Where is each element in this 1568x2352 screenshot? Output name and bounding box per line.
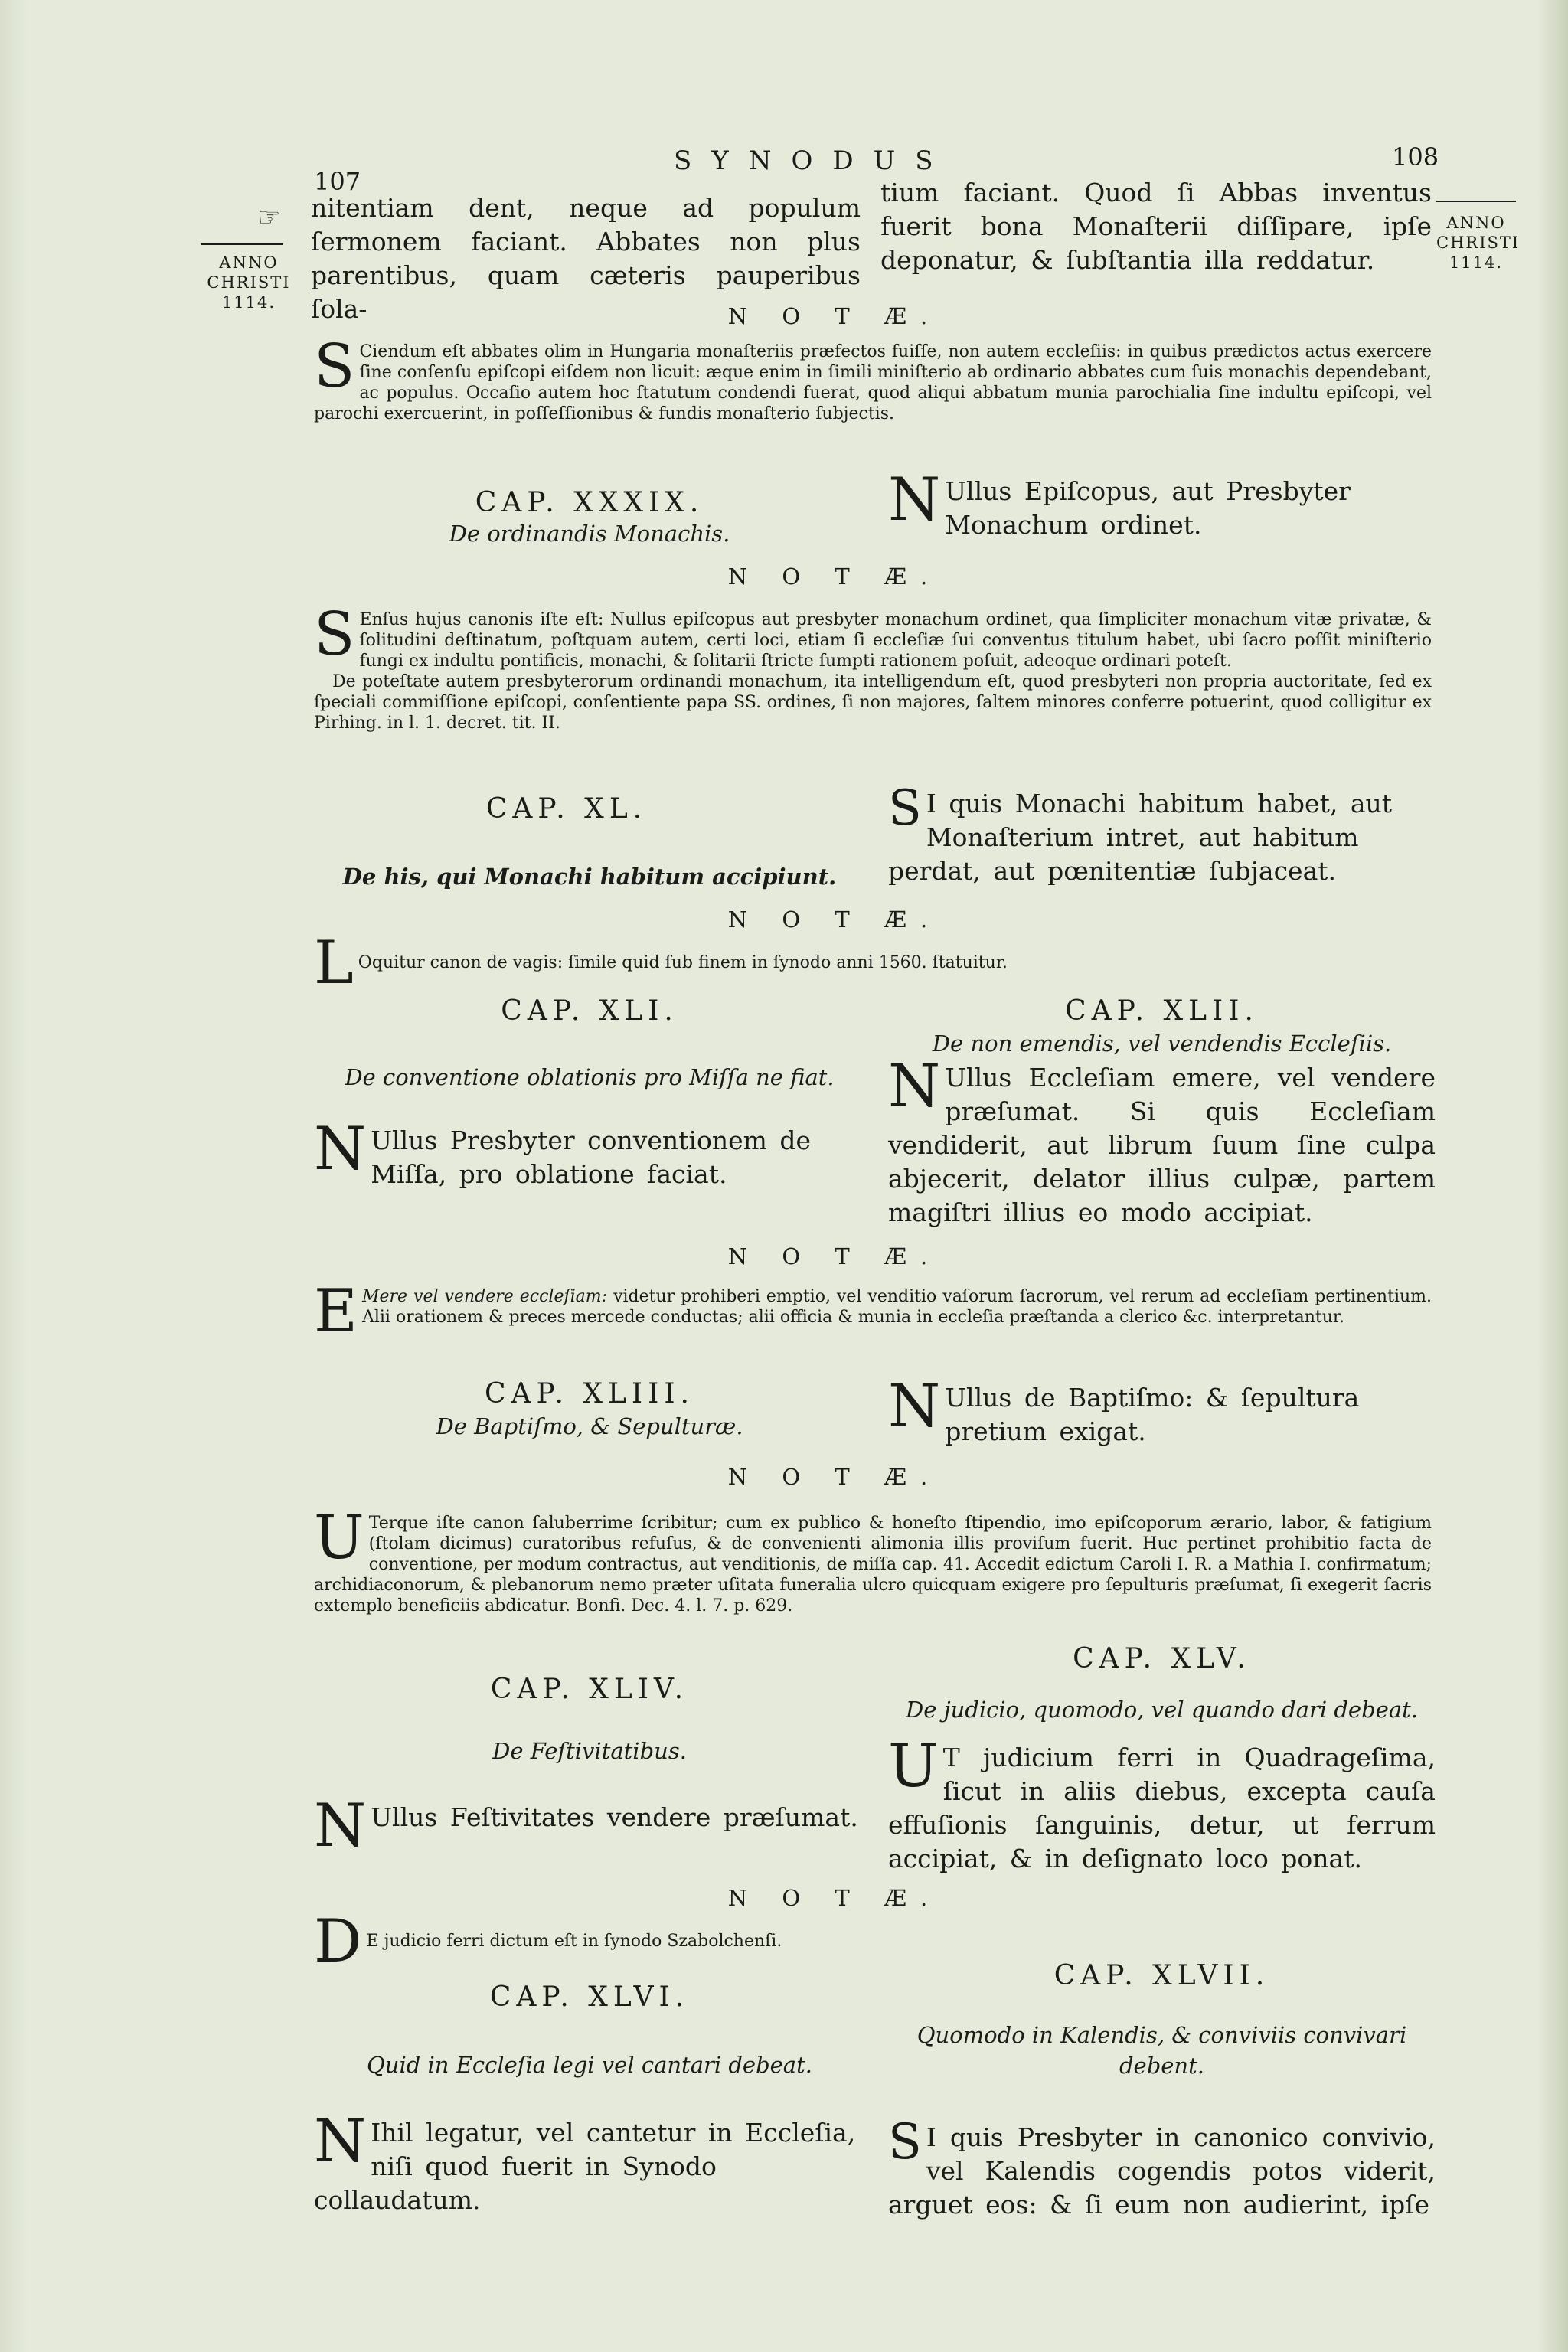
margin-year-left (207, 253, 291, 312)
notes-text: Oquitur canon de vagis: ſimile quid ſub finem in ſynodo anni 1560. ſtatuitur. (358, 953, 1008, 972)
cap-47-title: CAP. XLVII. (1054, 1960, 1270, 1991)
cap-45-subtitle: De judicio, quomodo, vel quando dari debeat. (906, 1697, 1418, 1723)
notes-text: videtur prohiberi emptio, vel venditio vaſorum ſacrorum, vel rerum ad eccleſiam pertinentium. Alii orationem & preces mercede conductas; alii officia & munia in eccleſia præſtanda a clerico &c. interpretantur. (361, 1287, 1432, 1327)
cap-39-text (888, 466, 1436, 542)
drop-initial: L (314, 929, 354, 998)
drop-initial: N (888, 1372, 941, 1441)
margin-year-value: 1114. (221, 293, 276, 312)
cap-43-text (888, 1372, 1436, 1449)
notae-heading-6: N O T Æ. (727, 1885, 942, 1911)
drop-initial: S (888, 780, 922, 837)
notes-block-1 (314, 332, 1432, 424)
notae-heading-3: N O T Æ. (727, 906, 942, 933)
drop-initial: E (314, 1277, 358, 1346)
drop-initial: N (888, 466, 941, 534)
cap-40-title: CAP. XL. (485, 793, 648, 825)
cap-47-text (888, 2114, 1436, 2222)
drop-initial: U (314, 1504, 364, 1573)
cap-43-subtitle: De Baptiſmo, & Sepulturæ. (436, 1413, 743, 1439)
cap-45-title: CAP. XLV. (1073, 1643, 1251, 1674)
cap-47-subtitle: Quomodo in Kalendis, & conviviis convivari debent. (916, 2022, 1407, 2079)
margin-rule-right (1436, 201, 1516, 202)
margin-christi-label-right: CHRISTI (1436, 234, 1521, 252)
page-number-left: 107 (314, 167, 361, 196)
continuation-text-left: nitentiam dent, neque ad populum ſermonem faciant. Abbates non plus parentibus, quam cæteris pauperibus ſola- (311, 193, 861, 324)
running-title: SYNODUS (674, 145, 953, 176)
cap-44-title: CAP. XLIV. (490, 1674, 689, 1705)
margin-anno-label-right: ANNO (1446, 214, 1506, 232)
notes-text-continued: De poteſtate autem presbyterorum ordinandi monachum, ita intelligendum eſt, quod presbyteri non propria auctoritate, ſed ex ſpeciali commiſſione epiſcopi, conſentiente papa SS. ordines, ſi non majores, ſaltem minores conferre potuerint, quod colligitur ex Pirhing. in l. 1. decret. tit. II. (314, 672, 1432, 733)
drop-initial: S (314, 600, 355, 669)
cap-46-subtitle: Quid in Eccleſia legi vel cantari debeat. (367, 2052, 812, 2078)
notes-text: Terque iſte canon ſaluberrime ſcribitur; cum ex publico & honeſto ſtipendio, imo epiſcoporum ærario, labor, & fatigium (ſtolam dicimus) curatoribus refuſus, & de convenienti alimonia illis proviſum fuerit. Huc pertinet prohibitio facta de conventione, per modum contractus, aut venditionis, de miſſa cap. 41. Accedit edictum Caroli I. R. a Mathia I. confirmatum; archidiaconorum, & plebanorum nemo præter uſitata funeralia ulcro quicquam exigere pro ſepulturis præſumat, ſi exegerit ſacris extemplo beneficiis abdicatur. Bonfi. Dec. 4. l. 7. p. 629. (314, 1514, 1432, 1615)
canon-text: Ullus Presbyter conventionem de Miſſa, pro oblatione faciat. (371, 1125, 812, 1189)
notes-block-5 (314, 1504, 1432, 1616)
drop-initial: S (888, 2114, 922, 2171)
cap-44-subtitle: De Feſtivitatibus. (492, 1738, 687, 1764)
margin-rule-left (201, 243, 283, 245)
canon-text: Ihil legatur, vel cantetur in Eccleſia, niſi quod fuerit in Synodo collaudatum. (314, 2118, 856, 2215)
cap-40-subtitle: De his, qui Monachi habitum accipiunt. (342, 864, 837, 890)
margin-year-value-right: 1114. (1449, 253, 1504, 272)
pointing-hand-icon: ☞ (257, 202, 281, 233)
notes-text: Ciendum eſt abbates olim in Hungaria monaſteriis præfectos fuiſſe, non autem eccleſiis: in quibus prædictos actus exercere ſine conſenſu epiſcopi eiſdem non licuit: æque enim in ſimili miniſterio ab ordinario abbates cum ſuis monachis dependebant, ac populus. Occaſio autem hoc ſtatutum condendi fuerat, quod aliqui abbatum munia parochialia ſine indultu epiſcopi, vel parochi exercuerint, in poſſeſſionibus & fundis monaſterio ſubjectis. (314, 342, 1432, 423)
notae-heading-4: N O T Æ. (727, 1243, 942, 1269)
cap-42-text (888, 1052, 1436, 1230)
cap-42-title: CAP. XLII. (1065, 995, 1259, 1027)
canon-text: Ullus de Baptiſmo: & ſepultura pretium exigat. (945, 1383, 1360, 1446)
drop-initial: N (888, 1052, 941, 1121)
notes-block-4 (314, 1277, 1432, 1346)
notes-text: Enſus hujus canonis iſte eſt: Nullus epiſcopus aut presbyter monachum ordinet, qua ſimpliciter monachum vitæ privatæ, & ſolitudini deſtinatum, poſtquam autem, certi loci, etiam ſi eccleſiæ ſui conventus titulum habet, ubi ſacro poſſit miniſterio fungi ex indultu pontificis, monachi, & ſolitarii ſtricte ſumpti rationem poſuit, adeoque ordinari poteſt. (359, 610, 1432, 671)
canon-text: I quis Monachi habitum habet, aut Monaſterium intret, aut habitum perdat, aut pœnitentiæ ſubjaceat. (888, 789, 1393, 886)
continuation-text-right: tium faciant. Quod ſi Abbas inventus fuerit bona Monaſterii diſſipare, ipſe deponatur, & ſubſtantia illa reddatur. (880, 178, 1432, 275)
canon-text: Ullus Eccleſiam emere, vel vendere præſumat. Si quis Eccleſiam vendiderit, aut librum ſuum ſine culpa abjecerit, delator illius culpæ, partem magiſtri illius eo modo accipiat. (888, 1063, 1436, 1227)
drop-initial: D (314, 1907, 362, 1976)
margin-christi-label: CHRISTI (207, 273, 291, 292)
notae-heading-1: N O T Æ. (727, 303, 942, 329)
notae-heading-2: N O T Æ. (727, 564, 942, 590)
notes-lead: Mere vel vendere eccleſiam: (361, 1287, 608, 1306)
drop-initial: N (314, 2107, 367, 2176)
cap-42-subtitle: De non emendis, vel vendendis Eccleſiis. (932, 1031, 1392, 1057)
drop-initial: N (314, 1792, 367, 1860)
cap-40-text (888, 780, 1436, 888)
notes-block-2 (314, 600, 1432, 733)
cap-43-title: CAP. XLIII. (485, 1378, 694, 1410)
drop-initial: U (888, 1732, 939, 1801)
cap-41-title: CAP. XLI. (501, 995, 678, 1027)
cap-39-title: CAP. XXXIX. (475, 487, 704, 518)
margin-year-right (1436, 213, 1521, 273)
canon-text: Ullus Feſtivitates vendere præſumat. (371, 1802, 858, 1832)
cap-41-subtitle: De conventione oblationis pro Miſſa ne fiat. (345, 1064, 835, 1090)
notes-block-3 (314, 929, 1432, 998)
cap-44-text (314, 1792, 865, 1860)
canon-text: T judicium ferri in Quadrageſima, ſicut in aliis diebus, excepta cauſa effuſionis ſanguinis, detur, ut ferrum accipiat, & in deſignato loco ponat. (888, 1743, 1436, 1873)
canon-text: I quis Presbyter in canonico convivio, vel Kalendis cogendis potos viderit, arguet eos: & ſi eum non audierint, ipſe (888, 2122, 1436, 2220)
page-edge-right (1537, 0, 1568, 2352)
page-gutter-left (0, 0, 28, 2352)
margin-anno-label: ANNO (219, 253, 279, 272)
cap-41-text (314, 1115, 865, 1191)
cap-46-title: CAP. XLVI. (489, 1981, 690, 2013)
cap-46-text (314, 2107, 865, 2217)
cap-45-text (888, 1732, 1436, 1876)
page-number-right: 108 (1392, 142, 1439, 172)
drop-initial: N (314, 1115, 367, 1184)
notes-text: E judicio ferri dictum eſt in ſynodo Szabolchenſi. (366, 1932, 782, 1951)
drop-initial: S (314, 332, 355, 401)
cap-39-subtitle: De ordinandis Monachis. (449, 521, 730, 547)
canon-text: Ullus Epiſcopus, aut Presbyter Monachum ordinet. (945, 476, 1351, 540)
notae-heading-5: N O T Æ. (727, 1464, 942, 1490)
